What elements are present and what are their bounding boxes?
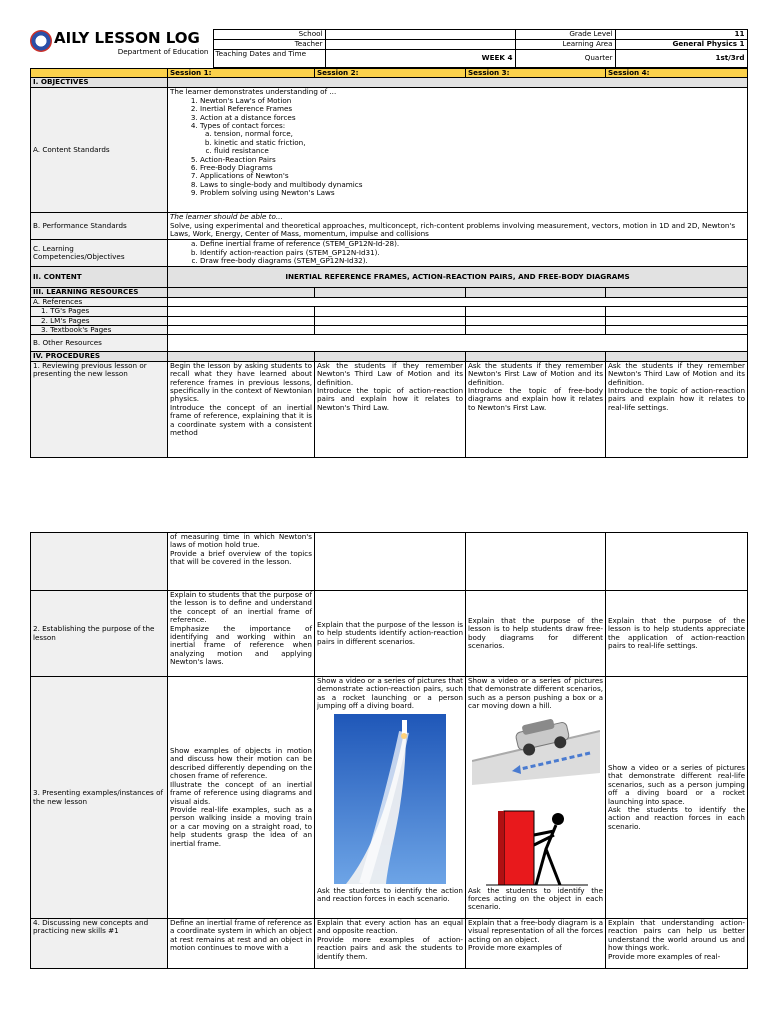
objectives-heading: I. OBJECTIVES	[31, 78, 168, 88]
logo-cell	[30, 30, 213, 68]
content-topic: INERTIAL REFERENCE FRAMES, ACTION-REACTION PAIRS, AND FREE-BODY DIAGRAMS	[168, 267, 748, 288]
textbook-pages-label: 3. Textbook's Pages	[31, 326, 168, 335]
competencies-label: C. Learning Competencies/Objectives	[31, 240, 168, 267]
quarter-label: Quarter	[515, 50, 615, 68]
procedure-1-session-1-cont: of measuring time in which Newton's laws of motion hold true. Provide a brief overview of the topics that will be covered in the lesson.	[168, 533, 315, 591]
procedure-4-session-4: Explain that understanding action-reaction pairs can help us better understand the world around us and how things work. Provide more examples of real-	[606, 919, 748, 969]
school-value[interactable]	[325, 30, 515, 40]
quarter-value: 1st/3rd	[615, 50, 747, 68]
procedure-2-label: 2. Establishing the purpose of the lesson	[31, 591, 168, 677]
procedure-2-session-2: Explain that the purpose of the lesson is to help students identify action-reaction pairs in different scenarios.	[315, 591, 466, 677]
grade-label: Grade Level	[515, 30, 615, 40]
school-label: School	[213, 30, 325, 40]
deped-seal-icon	[30, 30, 52, 52]
tg-pages-label: 1. TG's Pages	[31, 307, 168, 316]
session-header-blank	[31, 69, 168, 78]
area-value: General Physics 1	[615, 40, 747, 50]
procedure-2-session-1: Explain to students that the purpose of the lesson is to define and understand the concept of an inertial frame of reference. Emphasize the importance of identifying and working within an inertial frame of reference when analyzing motion and applying Newton's laws.	[168, 591, 315, 677]
procedure-2-session-4: Explain that the purpose of the lesson is to help students appreciate the application of action-reaction pairs to real-life settings.	[606, 591, 748, 677]
procedure-1-session-4: Ask the students if they remember Newton's Third Law of Motion and its definition. Introduce the topic of action-reaction pairs and explain how it relates to real-life settings.	[606, 361, 748, 457]
rocket-launch-image	[334, 714, 446, 884]
references-label: A. References	[31, 297, 168, 306]
procedure-3-session-1: Show examples of objects in motion and discuss how their motion can be described differently depending on the chosen frame of reference. Illustrate the concept of an inertial frame of reference using diagrams and visual aids. Provide real-life examples, such as a person walking inside a moving train or a car moving on a straight road, to help students grasp the idea of an inertial frame.	[168, 677, 315, 919]
lesson-table-continued	[30, 532, 748, 969]
dates-label: Teaching Dates and Time	[213, 50, 325, 68]
performance-standards-label: B. Performance Standards	[31, 213, 168, 240]
content-standards-label: A. Content Standards	[31, 88, 168, 213]
grade-value: 11	[615, 30, 747, 40]
procedure-4-session-1: Define an inertial frame of reference as a coordinate system in which an object at rest remains at rest and an object in motion continues to move with a	[168, 919, 315, 969]
area-label: Learning Area	[515, 40, 615, 50]
department-label: Department of Education	[117, 46, 209, 56]
page-one	[30, 29, 747, 458]
procedure-3-session-2: Show a video or a series of pictures that demonstrate action-reaction pairs, such as a rocket launching or a person jumping off a diving board. Ask the students to identify the action and reaction forces in each scenario.	[315, 677, 466, 919]
procedure-2-session-3: Explain that the purpose of the lesson is to help students draw free-body diagrams for different scenarios.	[466, 591, 606, 677]
procedure-1-session-2: Ask the students if they remember Newton's Third Law of Motion and its definition. Introduce the topic of action-reaction pairs and explain how it relates to Newton's Third Law.	[315, 361, 466, 457]
session-header-1: Session 1:	[168, 69, 315, 78]
page-two	[30, 532, 747, 969]
procedure-4-session-3: Explain that a free-body diagram is a visual representation of all the forces acting on an object. Provide more examples of	[466, 919, 606, 969]
session-header-3: Session 3:	[466, 69, 606, 78]
lm-pages-label: 2. LM's Pages	[31, 316, 168, 325]
procedure-4-label: 4. Discussing new concepts and practicing new skills #1	[31, 919, 168, 969]
performance-standards-cell: The learner should be able to... Solve, using experimental and theoretical approaches, multiconcept, rich-content problems involving measurement, vectors, motion in 1D and 2D, Newton's Laws, Work, Energy, Center of Mass, momentum, impulse and collisions	[168, 213, 748, 240]
procedure-3-label: 3. Presenting examples/instances of the new lesson	[31, 677, 168, 919]
session-header-2: Session 2:	[315, 69, 466, 78]
teacher-value[interactable]	[325, 40, 515, 50]
week-value: WEEK 4	[325, 50, 515, 68]
procedure-3-session-4: Show a video or a series of pictures that demonstrate different real-life scenarios, such as a person jumping off a diving board or a rocket launching into space. Ask the students to identify the action and reaction forces in each scenario.	[606, 677, 748, 919]
procedure-1-session-1: Begin the lesson by asking students to recall what they have learned about reference frames in previous lessons, specifically in the context of Newtonian physics. Introduce the concept of an inertial frame of reference, explaining that it is a coordinate system with a consistent method	[168, 361, 315, 457]
teacher-label: Teacher	[213, 40, 325, 50]
procedures-heading: IV. PROCEDURES	[31, 352, 168, 361]
doc-title: AILY LESSON LOG	[54, 29, 200, 47]
content-standards-cell: The learner demonstrates understanding of ... 1. Newton's Law's of Motion 2. Inertial Reference Frames 3. Action at a distance forces 4. Types of contact forces: a. tension, normal force, b. kinetic and static friction, c. fluid resistance 5. Action-Reaction Pairs 6. Free-Body Diagrams 7. Applications of Newton's 8. Laws to single-body and multibody dynamics 9. Problem solving using Newton's Laws	[168, 88, 748, 213]
other-resources-label: B. Other Resources	[31, 335, 168, 352]
procedure-1-session-3: Ask the students if they remember Newton's First Law of Motion and its definition. Introduce the topic of free-body diagrams and explain how it relates to Newton's First Law.	[466, 361, 606, 457]
header-table	[30, 29, 748, 68]
procedure-1-label: 1. Reviewing previous lesson or presenting the new lesson	[31, 361, 168, 457]
session-header-4: Session 4:	[606, 69, 748, 78]
person-pushing-box-image	[476, 805, 596, 887]
car-on-hill-image	[472, 713, 600, 803]
resources-heading: III. LEARNING RESOURCES	[31, 288, 168, 297]
competencies-cell: a. Define inertial frame of reference (STEM_GP12N-Id-28). b. Identify action-reaction pairs (STEM_GP12N-Id31). c. Draw free-body diagrams (STEM_GP12N-Id32).	[168, 240, 748, 267]
procedure-1-label-cont	[31, 533, 168, 591]
lesson-table	[30, 68, 748, 458]
procedure-3-session-3: Show a video or a series of pictures that demonstrate different scenarios, such as a person pushing a box or a car moving down a hill. Ask the students to identify the forces acting on the object in each scenario.	[466, 677, 606, 919]
procedure-4-session-2: Explain that every action has an equal and opposite reaction. Provide more examples of action-reaction pairs and ask the students to identify them.	[315, 919, 466, 969]
content-heading: II. CONTENT	[31, 267, 168, 288]
